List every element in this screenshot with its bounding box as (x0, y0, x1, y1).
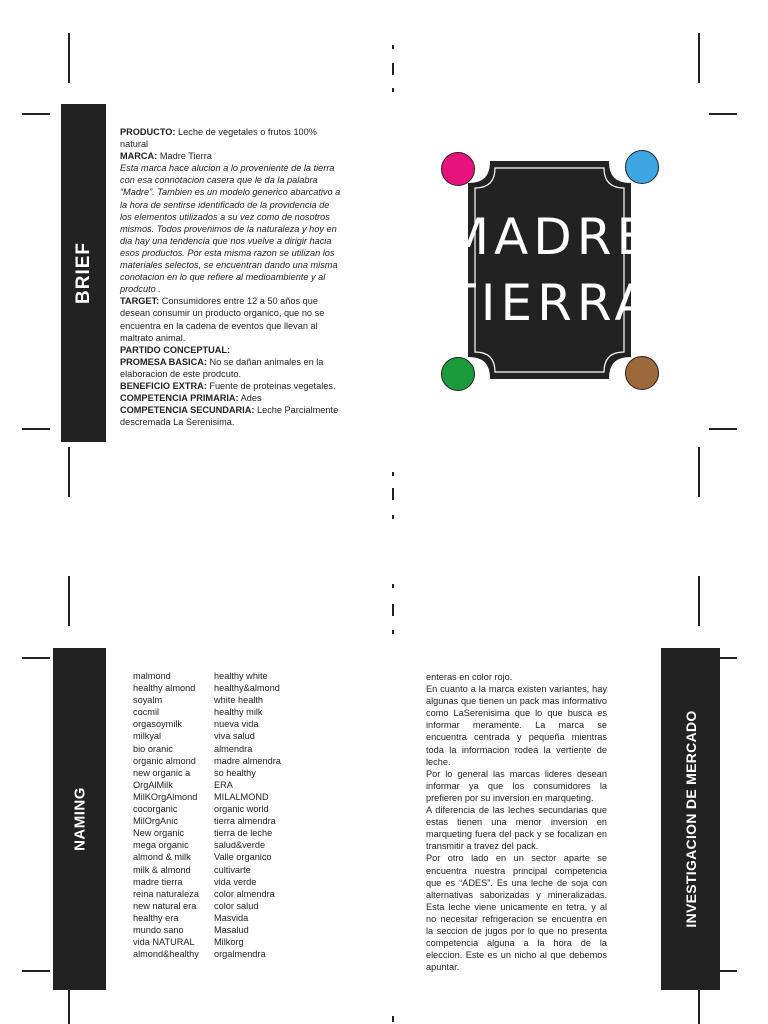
competencia-secundaria-label: COMPETENCIA SECUNDARIA: (120, 405, 255, 416)
brown-dot (625, 356, 659, 390)
fold-mark (392, 604, 394, 616)
name-item: MilKOrgAlmond (133, 791, 198, 802)
name-item: cocmil (133, 707, 160, 718)
name-item: healthy white (214, 671, 268, 681)
research-text (426, 671, 607, 973)
fold-mark (392, 45, 394, 49)
name-item: almendra (214, 743, 253, 754)
name-item: mundo sano (133, 924, 184, 935)
producto-value: Leche de vegetales o frutos 100% natural (120, 127, 317, 150)
promesa-label: PROMESA BASICA: (120, 356, 207, 367)
crop-mark (698, 576, 700, 626)
names-column-1 (133, 670, 199, 960)
name-item: new organic a (133, 767, 191, 778)
fold-mark (392, 472, 394, 476)
name-item: soyalm (133, 695, 163, 706)
marca-label: MARCA: (120, 151, 158, 162)
name-item: healthy milk (214, 707, 263, 718)
investigacion-tab (661, 648, 720, 990)
name-item: tierra almendra (214, 816, 276, 827)
fold-mark (392, 488, 394, 500)
name-item: color almendra (214, 888, 275, 899)
name-item: so healthy (214, 767, 256, 778)
name-item: healthy almond (133, 683, 196, 694)
name-item: Masvida (214, 912, 249, 923)
name-item: cocorganic (133, 804, 178, 815)
crop-mark (68, 990, 70, 1024)
naming-tab-label: NAMING (71, 787, 88, 851)
beneficio-label: BENEFICIO EXTRA: (120, 380, 207, 391)
name-item: orgalmendra (214, 949, 266, 960)
name-item: ERA (214, 779, 233, 790)
name-item: nueva vida (214, 719, 259, 730)
name-item: reina naturaleza (133, 888, 199, 899)
fold-mark (392, 630, 394, 634)
name-item: milkyal (133, 731, 162, 742)
name-item: Masalud (214, 924, 249, 935)
crop-mark (698, 33, 700, 83)
research-paragraph: Por lo general las marcas lideres desean informar ya que los consumidores la prefieren por su inversion en marqueting. (426, 768, 607, 803)
research-paragraph: En cuanto a la marca existen variantes, hay algunas que tienen un pack mas informativo como LaSerenisima que lo que busca es informar meramente. La marca se encuentra centrada y pequeña mientras toda la informacion rodea la vertiente de leche. (426, 684, 607, 767)
target-label: TARGET: (120, 296, 160, 307)
name-item: madre tierra (133, 876, 183, 887)
name-item: OrgAlMilk (133, 779, 173, 790)
marca-description: Esta marca hace alucion a lo proveniente de la tierra con esa connotacion casera que le da la palabra “Madre”. Tambien es un modelo generico abarcativo a la hora de sentirse identificado de la providencia de los elementos utilizados a su vez como de nosotros mismos. Todos provenimos de la naturaleza y hoy en dia hay una tendencia que nos vuelve a dirigir hacia esos productos. Por esta misma razon se utilizan los materiales selectos, se encuentran dando una misma conotacion en lo que refiere al medioambiente y al prodcuto . (120, 163, 341, 295)
competencia-secundaria-value: Leche Parcialmente descremada La Serenisima. (120, 405, 339, 428)
name-item: color salud (214, 900, 259, 911)
target-value: Consumidores entre 12 a 50 años que desean consumir un producto organico, que no se encuentra en la cadena de eventos que llevan al maltrato animal. (120, 296, 325, 343)
fold-mark (392, 63, 394, 75)
research-paragraph: Por otro lado en un sector aparte se encuentra nuestra principal competencia que es “ADES”. Es una leche de soja con alternativas saborizadas y mineralizadas. Esta leche viene unicamente en tetra, y al no necesitar refrigeracion se encuentra en la seccion de jugos por lo que no presenta competencia alguna a la hora de la eleccion. Este es un nicho al que debemos apuntar. (426, 853, 607, 973)
logo-line-madre: MADRE (445, 208, 654, 266)
crop-mark (68, 447, 70, 497)
name-item: orgasoymilk (133, 719, 183, 730)
name-item: bio oranic (133, 743, 173, 754)
naming-tab (53, 648, 106, 990)
research-paragraph: A diferencia de las leches secundarias que estas tienen una menor inversion en marqueting fuera del pack y se focalizan en transmitir a travez del pack. (426, 805, 607, 852)
fold-mark (392, 584, 394, 588)
brief-text (120, 126, 342, 428)
name-item: salud&verde (214, 840, 266, 851)
name-item: cultivarte (214, 864, 251, 875)
crop-mark (68, 33, 70, 83)
name-item: mega organic (133, 840, 189, 851)
name-item: white health (214, 695, 264, 706)
names-column-2 (214, 670, 281, 960)
crop-mark (698, 447, 700, 497)
brief-tab (61, 104, 106, 442)
name-item: Milkorg (214, 937, 244, 948)
crop-mark (22, 113, 50, 115)
name-item: MilOrgAnic (133, 816, 178, 827)
crop-mark (22, 970, 50, 972)
marca-value: Madre Tierra (157, 151, 212, 162)
name-item: vida NATURAL (133, 937, 195, 948)
promesa-value: No se dañan animales en la elaboracion de este prodcuto. (120, 356, 324, 379)
name-item: vida verde (214, 876, 257, 887)
name-item: tierra de leche (214, 828, 273, 839)
name-item: Valle organico (214, 852, 272, 863)
name-item: viva salud (214, 731, 255, 742)
beneficio-value: Fuente de proteinas vegetales. (206, 380, 336, 391)
name-item: milk & almond (133, 864, 191, 875)
name-item: organic world (214, 804, 269, 815)
green-dot (441, 357, 475, 391)
brief-tab-label: BRIEF (72, 242, 94, 304)
fold-mark (392, 1016, 394, 1022)
madre-tierra-logo (437, 150, 662, 390)
crop-mark (698, 990, 700, 1024)
name-item: almond & milk (133, 852, 191, 863)
investigacion-tab-label: INVESTIGACION DE MERCADO (682, 710, 699, 928)
crop-mark (22, 428, 50, 430)
name-item: new natural era (133, 900, 197, 911)
partido-label: PARTIDO CONCEPTUAL: (120, 344, 231, 355)
crop-mark (68, 576, 70, 626)
name-item: healthy&almond (214, 683, 280, 694)
competencia-primaria-value: Ades (238, 393, 262, 404)
name-item: healthy era (133, 912, 179, 923)
logo-badge (437, 150, 662, 390)
producto-label: PRODUCTO: (120, 127, 176, 137)
crop-mark (22, 657, 50, 659)
logo-line-tierra: TIERRA (445, 274, 654, 332)
name-item: New organic (133, 828, 185, 839)
pink-dot (441, 152, 475, 186)
fold-mark (392, 515, 394, 519)
name-item: madre almendra (214, 755, 281, 766)
crop-mark (709, 113, 737, 115)
research-paragraph: enteras en color rojo. (426, 672, 513, 682)
fold-mark (392, 88, 394, 92)
blue-dot (625, 150, 659, 184)
crop-mark (709, 428, 737, 430)
name-item: almond&healthy (133, 949, 199, 960)
name-item: organic almond (133, 755, 196, 766)
competencia-primaria-label: COMPETENCIA PRIMARIA: (120, 393, 239, 404)
name-item: MILALMOND (214, 791, 269, 802)
name-item: malmond (133, 671, 171, 681)
